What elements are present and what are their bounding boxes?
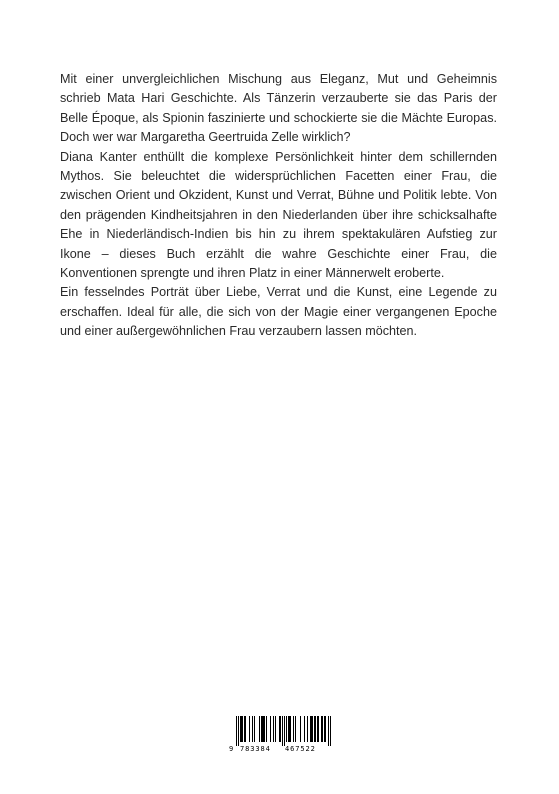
barcode-bar: [288, 716, 289, 742]
barcode-bar: [322, 716, 323, 742]
barcode-bar: [280, 716, 281, 742]
barcode-bar: [264, 716, 265, 742]
barcode-bar: [273, 716, 274, 742]
barcode-bar: [286, 716, 287, 742]
barcode-bar: [324, 716, 325, 742]
blurb-paragraph-author: Diana Kanter enthüllt die komplexe Persönlichkeit hinter dem schillernden Mythos. Sie beleuchtet die widersprüchlichen Facetten einer Frau, die zwischen Orient und Okzident, Kunst und Verrat, Bühne und Politik lebte. Von den prägenden Kindheitsjahren in den Niederlanden über ihre schicksalhafte Ehe in Niederländisch-Indien bis hin zu ihrem spektakulären Aufstieg zur Ikone – dieses Buch erzählt die wahre Geschichte einer Frau, die Konventionen sprengte und ihren Platz in einer Männerwelt eroberte.: [60, 149, 497, 281]
barcode-bar: [252, 716, 253, 742]
barcode-bar: [290, 716, 291, 742]
isbn-right-group: 467522: [285, 745, 316, 753]
blurb-paragraph-closing: Ein fesselndes Porträt über Liebe, Verrat und die Kunst, eine Legende zu erschaffen. Ideal für alle, die sich von der Magie einer vergangenen Epoche und einer außergewöhnlichen Frau verzaubern lassen möchten.: [60, 285, 497, 339]
barcode-bar: [238, 716, 239, 746]
barcode-bar: [304, 716, 305, 742]
barcode-bar: [275, 716, 276, 742]
barcode-bar: [266, 716, 267, 742]
barcode-bar: [318, 716, 319, 742]
barcode-bar: [242, 716, 243, 742]
barcode-bar: [311, 716, 312, 742]
barcode-bar: [279, 716, 280, 742]
barcode-bar: [293, 716, 294, 742]
barcode-bar: [307, 716, 308, 742]
barcode-bar: [236, 716, 237, 746]
blurb-paragraph-intro: Mit einer unvergleichlichen Mischung aus Eleganz, Mut und Geheimnis schrieb Mata Hari Geschichte. Als Tänzerin verzauberte sie das Paris der Belle Époque, als Spionin faszinierte und schockierte sie die Mächte Europas. Doch wer war Margaretha Geertruida Zelle wirklich?: [60, 72, 497, 145]
barcode-bar: [330, 716, 331, 746]
isbn-first-digit: 9: [229, 745, 234, 753]
barcode-bar: [300, 716, 301, 742]
barcode-bar: [321, 716, 322, 742]
barcode-bar: [254, 716, 255, 742]
isbn-barcode: [226, 714, 333, 754]
barcode-bars: [226, 714, 333, 746]
barcode-bar: [295, 716, 296, 742]
barcode-bar: [282, 716, 283, 746]
barcode-bar: [314, 716, 315, 742]
barcode-bar: [312, 716, 313, 742]
barcode-bar: [240, 716, 241, 742]
barcode-bar: [263, 716, 264, 742]
barcode-bar: [249, 716, 250, 742]
barcode-bar: [315, 716, 316, 742]
barcode-bar: [241, 716, 242, 742]
barcode-bar: [245, 716, 246, 742]
barcode-bar: [317, 716, 318, 742]
barcode-bar: [310, 716, 311, 742]
barcode-bar: [289, 716, 290, 742]
isbn-left-group: 783384: [240, 745, 271, 753]
barcode-bar: [259, 716, 260, 742]
back-cover-blurb: [60, 70, 497, 342]
barcode-bar: [284, 716, 285, 746]
barcode-bar: [244, 716, 245, 742]
barcode-bar: [270, 716, 271, 742]
isbn-number: [226, 744, 333, 754]
barcode-bar: [261, 716, 262, 742]
barcode-bar: [328, 716, 329, 746]
barcode-bar: [262, 716, 263, 742]
barcode-bar: [325, 716, 326, 742]
